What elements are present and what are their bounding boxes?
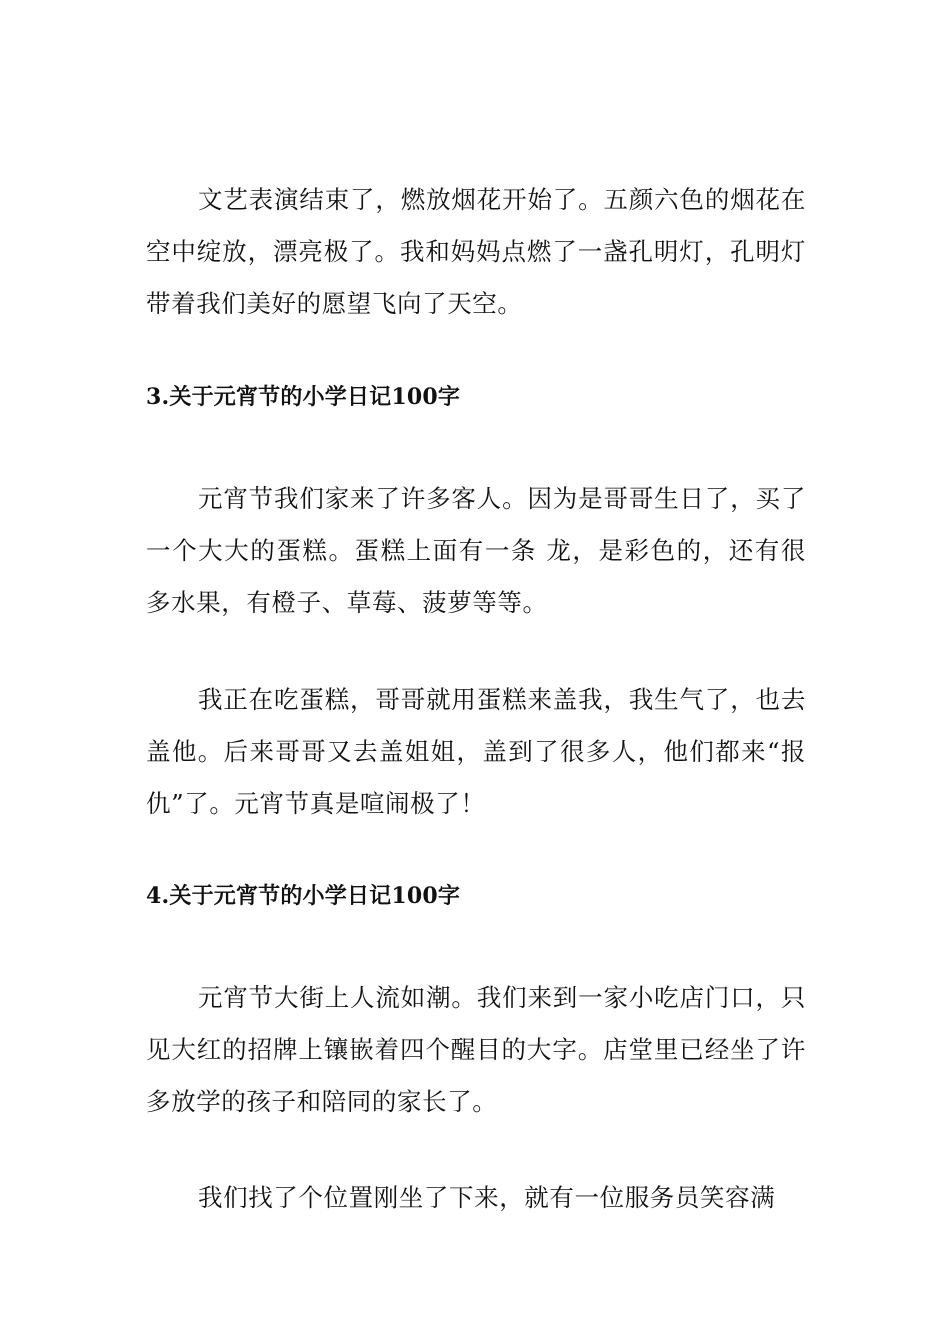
- paragraph-fireworks: 文艺表演结束了，燃放烟花开始了。五颜六色的烟花在空中绽放，漂亮极了。我和妈妈点燃了一盏孔明灯，孔明灯带着我们美好的愿望飞向了天空。: [146, 185, 806, 318]
- paragraph-snack-shop: 元宵节大街上人流如潮。我们来到一家小吃店门口，只见大红的招牌上镶嵌着四个醒目的大字。店堂里已经坐了许多放学的孩子和陪同的家长了。: [146, 983, 806, 1116]
- section-heading-3: 3.关于元宵节的小学日记100字: [146, 384, 461, 410]
- paragraph-waiter: 我们找了个位置刚坐了下来，就有一位服务员笑容满: [198, 1183, 776, 1212]
- section-heading-4: 4.关于元宵节的小学日记100字: [146, 883, 461, 909]
- paragraph-cake-fight: 我正在吃蛋糕，哥哥就用蛋糕来盖我，我生气了，也去盖他。后来哥哥又去盖姐姐，盖到了很多人，他们都来“报仇”了。元宵节真是喧闹极了！: [146, 685, 806, 818]
- paragraph-birthday-cake: 元宵节我们家来了许多客人。因为是哥哥生日了，买了一个大大的蛋糕。蛋糕上面有一条 龙，是彩色的，还有很多水果，有橙子、草莓、菠萝等等。: [146, 484, 806, 617]
